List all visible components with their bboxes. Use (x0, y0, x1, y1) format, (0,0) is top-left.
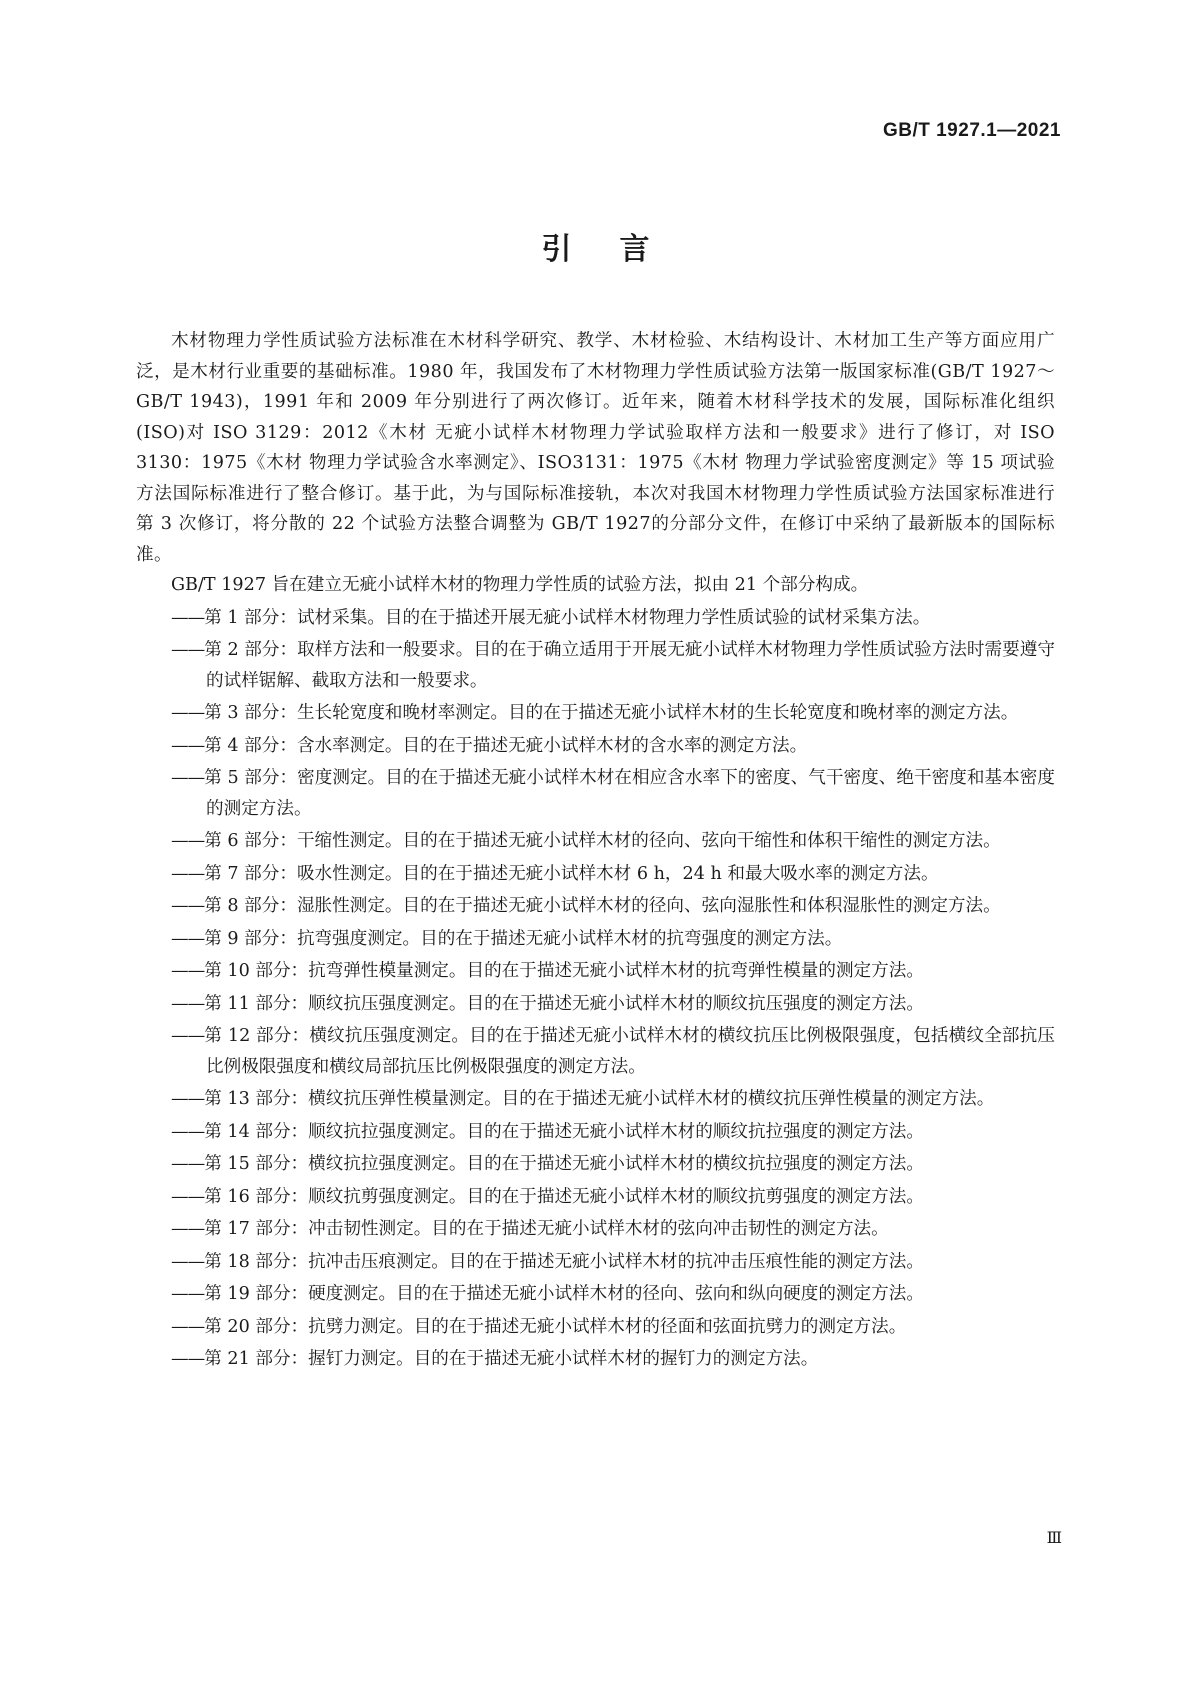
list-item-text: 第 4 部分：含水率测定。目的在于描述无疵小试样木材的含水率的测定方法。 (204, 735, 808, 756)
list-dash: —— (171, 1026, 205, 1046)
list-item-text: 第 15 部分：横纹抗拉强度测定。目的在于描述无疵小试样木材的横纹抗拉强度的测定方法。 (204, 1154, 924, 1174)
list-item (136, 1247, 1055, 1278)
list-item (136, 635, 1055, 696)
list-item (136, 731, 1055, 762)
list-dash: —— (171, 1186, 205, 1207)
list-item (136, 859, 1055, 890)
list-item-text: 第 14 部分：顺纹抗拉强度测定。目的在于描述无疵小试样木材的顺纹抗拉强度的测定方法。 (204, 1121, 924, 1142)
list-item-text: 第 11 部分：顺纹抗压强度测定。目的在于描述无疵小试样木材的顺纹抗压强度的测定方法。 (204, 993, 924, 1014)
list-dash: —— (171, 896, 205, 916)
intro-paragraph: 木材物理力学性质试验方法标准在木材科学研究、教学、木材检验、木结构设计、木材加工生产等方面应用广泛，是木材行业重要的基础标准。1980 年，我国发布了木材物理力学性质试验方法第一版国家标准(GB/T 1927～GB/T 1943)，1991 年和 2009 年分别进行了两次修订。近年来，随着木材科学技术的发展，国际标准化组织(ISO)对 ISO 3129：2012《木材 无疵小试样木材物理力学试验取样方法和一般要求》进行了修订，对 ISO 3130：1975《木材 物理力学试验含水率测定》、ISO3131：1975《木材 物理力学试验密度测定》等 15 项试验方法国际标准进行了整合修订。基于此，为与国际标准接轨，本次对我国木材物理力学性质试验方法国家标准进行第 3 次修订，将分散的 22 个试验方法整合调整为 GB/T 1927的分部分文件，在修订中采纳了最新版本的国际标准。 (136, 331, 1055, 565)
list-item-text: 第 2 部分：取样方法和一般要求。目的在于确立适用于开展无疵小试样木材物理力学性质试验方法时需要遵守的试样锯解、截取方法和一般要求。 (204, 640, 1055, 691)
list-dash: —— (171, 1349, 205, 1369)
list-item-text: 第 17 部分：冲击韧性测定。目的在于描述无疵小试样木材的弦向冲击韧性的测定方法。 (204, 1219, 889, 1239)
list-dash: —— (171, 1284, 205, 1304)
list-item-text: 第 10 部分：抗弯弹性模量测定。目的在于描述无疵小试样木材的抗弯弹性模量的测定方法。 (204, 961, 924, 981)
list-dash: —— (171, 993, 205, 1014)
list-item-text: 第 13 部分：横纹抗压弹性模量测定。目的在于描述无疵小试样木材的横纹抗压弹性模量的测定方法。 (204, 1089, 995, 1109)
document-body (136, 326, 1055, 1375)
list-item-text: 第 16 部分：顺纹抗剪强度测定。目的在于描述无疵小试样木材的顺纹抗剪强度的测定方法。 (204, 1186, 924, 1207)
list-dash: —— (171, 1219, 205, 1239)
parts-list (136, 603, 1055, 1375)
list-dash: —— (171, 863, 205, 884)
list-item-text: 第 6 部分：干缩性测定。目的在于描述无疵小试样木材的径向、弦向干缩性和体积干缩性的测定方法。 (204, 831, 1001, 851)
standard-code: GB/T 1927.1—2021 (882, 120, 1061, 141)
structure-sentence: GB/T 1927 旨在建立无疵小试样木材的物理力学性质的试验方法，拟由 21 个部分构成。 (171, 575, 869, 595)
list-item (136, 989, 1055, 1020)
list-dash: —— (171, 768, 205, 788)
list-item (136, 1344, 1055, 1375)
list-item (136, 924, 1055, 955)
list-item-text: 第 3 部分：生长轮宽度和晚材率测定。目的在于描述无疵小试样木材的生长轮宽度和晚材率的测定方法。 (204, 703, 1019, 723)
list-dash: —— (171, 703, 205, 723)
list-item (136, 826, 1055, 857)
list-dash: —— (171, 831, 205, 851)
list-item (136, 1021, 1055, 1082)
list-item-text: 第 18 部分：抗冲击压痕测定。目的在于描述无疵小试样木材的抗冲击压痕性能的测定方法。 (204, 1251, 924, 1272)
list-dash: —— (171, 961, 205, 981)
list-item-text: 第 8 部分：湿胀性测定。目的在于描述无疵小试样木材的径向、弦向湿胀性和体积湿胀性的测定方法。 (204, 896, 1001, 916)
list-item (136, 763, 1055, 824)
list-item (136, 1312, 1055, 1343)
list-item (136, 956, 1055, 987)
page-number: Ⅲ (1046, 1528, 1061, 1547)
list-dash: —— (171, 928, 205, 949)
list-item-text: 第 5 部分：密度测定。目的在于描述无疵小试样木材在相应含水率下的密度、气干密度、绝干密度和基本密度的测定方法。 (204, 768, 1055, 819)
list-item-text: 第 7 部分：吸水性测定。目的在于描述无疵小试样木材 6 h，24 h 和最大吸水率的测定方法。 (204, 863, 939, 884)
list-dash: —— (171, 1121, 205, 1142)
list-item (136, 1214, 1055, 1245)
list-dash: —— (171, 607, 205, 628)
list-item-text: 第 1 部分：试材采集。目的在于描述开展无疵小试样木材物理力学性质试验的试材采集方法。 (204, 607, 931, 628)
list-dash: —— (171, 1089, 205, 1109)
list-dash: —— (171, 1316, 205, 1337)
list-dash: —— (171, 1251, 205, 1272)
list-item-text: 第 21 部分：握钉力测定。目的在于描述无疵小试样木材的握钉力的测定方法。 (204, 1349, 819, 1369)
page-title: 引言 (541, 232, 698, 267)
list-item (136, 698, 1055, 729)
list-item (136, 603, 1055, 634)
list-item (136, 1117, 1055, 1148)
list-item-text: 第 9 部分：抗弯强度测定。目的在于描述无疵小试样木材的抗弯强度的测定方法。 (204, 928, 843, 949)
list-dash: —— (171, 1154, 205, 1174)
list-item (136, 1084, 1055, 1115)
list-item-text: 第 20 部分：抗劈力测定。目的在于描述无疵小试样木材的径面和弦面抗劈力的测定方法。 (204, 1316, 907, 1337)
list-item-text: 第 19 部分：硬度测定。目的在于描述无疵小试样木材的径向、弦向和纵向硬度的测定方法。 (204, 1284, 924, 1304)
list-dash: —— (171, 735, 205, 756)
list-item-text: 第 12 部分：横纹抗压强度测定。目的在于描述无疵小试样木材的横纹抗压比例极限强度，包括横纹全部抗压比例极限强度和横纹局部抗压比例极限强度的测定方法。 (204, 1026, 1055, 1077)
list-item (136, 1149, 1055, 1180)
list-dash: —— (171, 640, 205, 660)
list-item (136, 1279, 1055, 1310)
list-item (136, 891, 1055, 922)
list-item (136, 1182, 1055, 1213)
